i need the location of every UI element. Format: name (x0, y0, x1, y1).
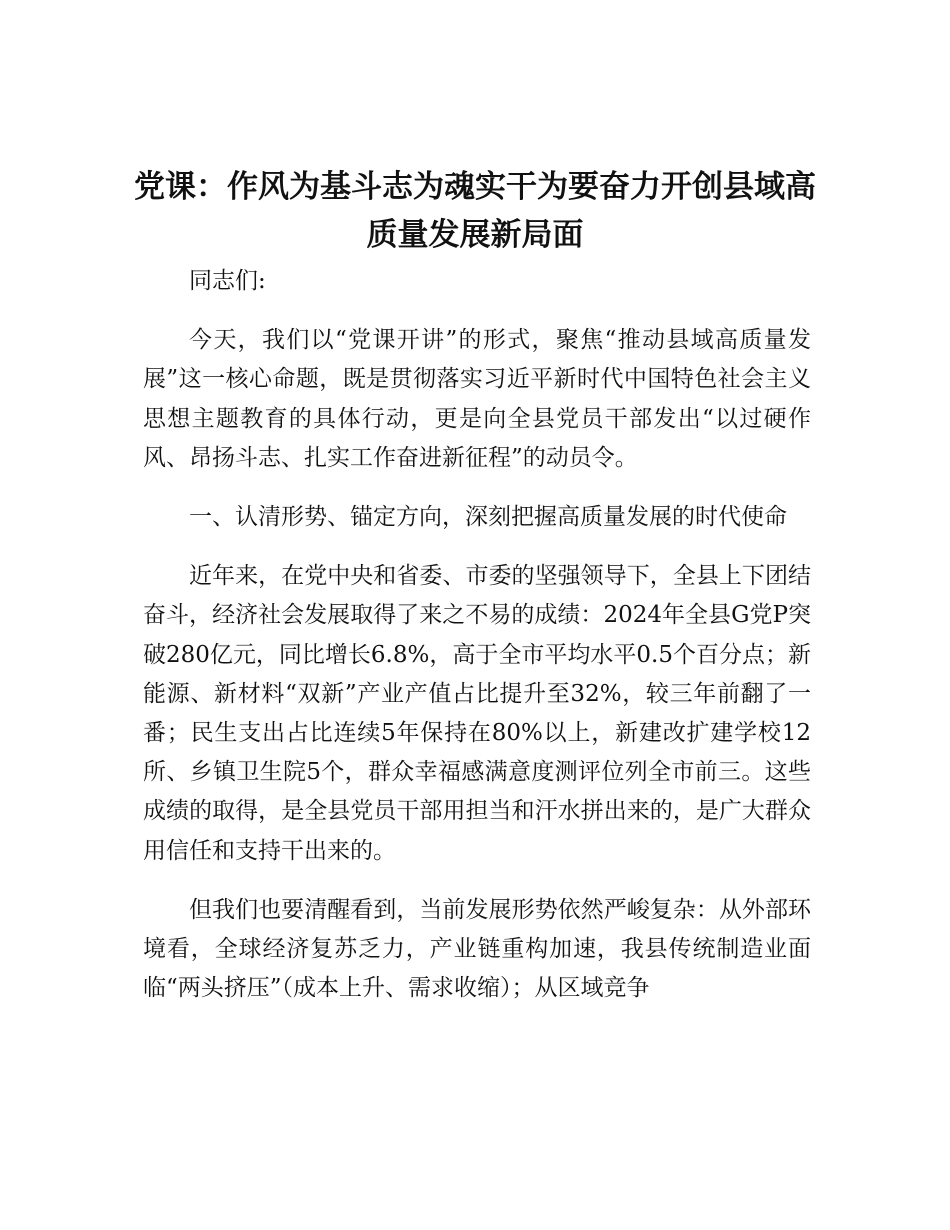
paragraph-challenges: 但我们也要清醒看到，当前发展形势依然严峻复杂：从外部环境看，全球经济复苏乏力，产业链重构加速，我县传统制造业面临“两头挤压”（成本上升、需求收缩）；从区域竞争 (143, 896, 811, 1002)
document-body (143, 262, 811, 1028)
paragraph-intro: 今天，我们以“党课开讲”的形式，聚焦“推动县域高质量发展”这一核心命题，既是贯彻落实习近平新时代中国特色社会主义思想主题教育的具体行动，更是向全县党员干部发出“以过硬作风、昂扬斗志、扎实工作奋进新征程”的动员令。 (143, 327, 811, 471)
paragraph-achievements: 近年来，在党中央和省委、市委的坚强领导下，全县上下团结奋斗，经济社会发展取得了来之不易的成绩：2024年全县G党P突破280亿元，同比增长6.8%，高于全市平均水平0.5个百分点；新能源、新材料“双新”产业产值占比提升至32%，较三年前翻了一番；民生支出占比连续5年保持在80%以上，新建改扩建学校12所、乡镇卫生院5个，群众幸福感满意度测评位列全市前三。这些成绩的取得，是全县党员干部用担当和汗水拼出来的，是广大群众用信任和支持干出来的。 (143, 563, 811, 864)
document-title: 党课：作风为基斗志为魂实干为要奋力开创县域高质量发展新局面 (134, 169, 816, 253)
section-heading: 一、认清形势、锚定方向，深刻把握高质量发展的时代使命 (189, 504, 787, 531)
salutation: 同志们: (189, 268, 266, 294)
